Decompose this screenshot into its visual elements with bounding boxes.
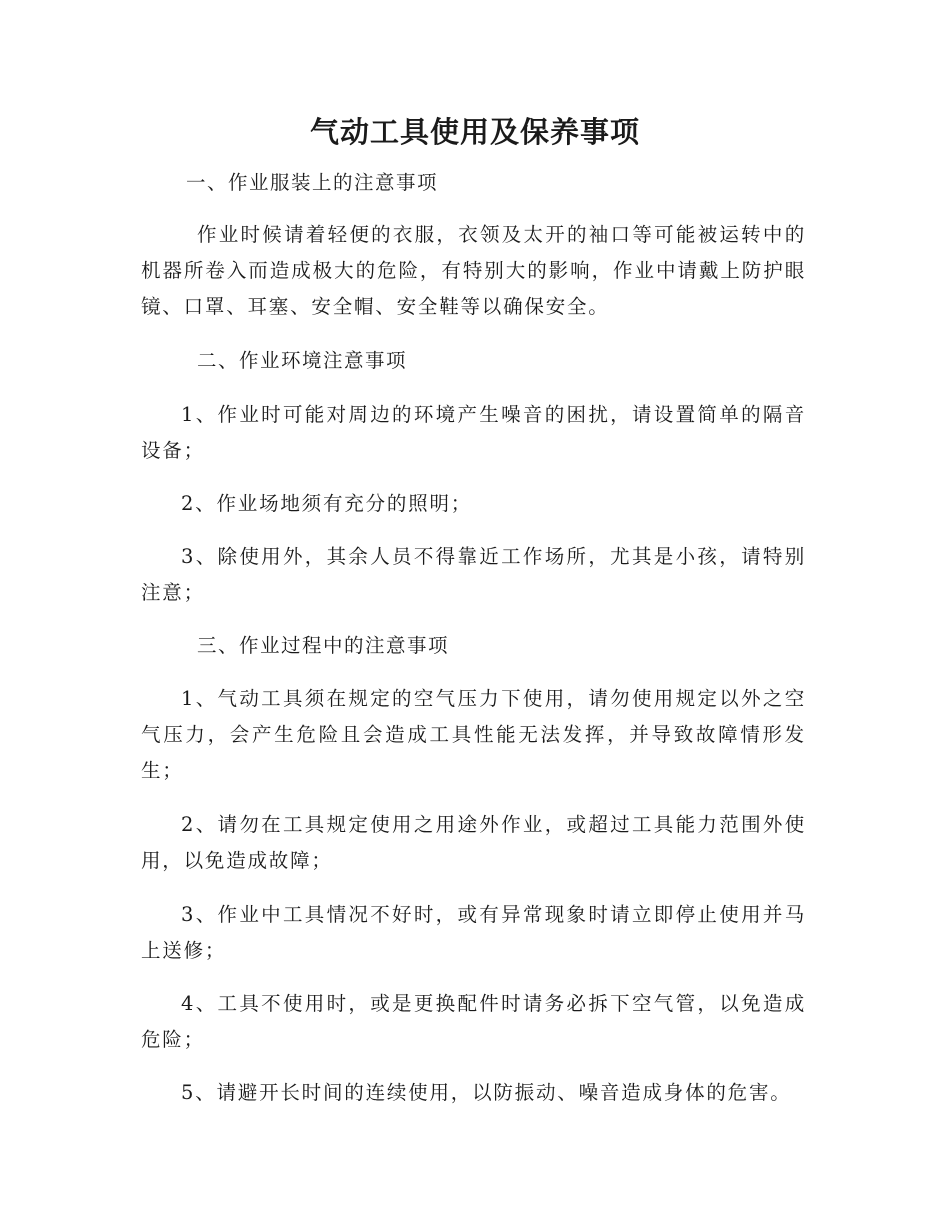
section3-item-4: 4、工具不使用时，或是更换配件时请务必拆下空气管，以免造成危险； <box>141 992 806 1051</box>
document-title: 气动工具使用及保养事项 <box>309 115 640 149</box>
section2-item-2: 2、作业场地须有充分的照明； <box>180 492 473 515</box>
section3-item-2: 2、请勿在工具规定使用之用途外作业，或超过工具能力范围外使用，以免造成故障； <box>141 813 806 872</box>
section2-item-1: 1、作业时可能对周边的环境产生噪音的困扰，请设置简单的隔音设备； <box>141 403 806 462</box>
section3-item-1: 1、气动工具须在规定的空气压力下使用，请勿使用规定以外之空气压力，会产生危险且会造成工具性能无法发挥，并导致故障情形发生； <box>141 687 806 782</box>
section1-heading: 一、作业服装上的注意事项 <box>186 171 439 194</box>
section3-item-5: 5、请避开长时间的连续使用，以防振动、噪音造成身体的危害。 <box>180 1081 792 1104</box>
section2-heading: 二、作业环境注意事项 <box>197 349 408 372</box>
section2-item-3: 3、除使用外，其余人员不得靠近工作场所，尤其是小孩，请特别注意； <box>141 545 806 604</box>
section1-paragraph: 作业时候请着轻便的衣服，衣领及太开的袖口等可能被运转中的机器所卷入而造成极大的危险，有特别大的影响，作业中请戴上防护眼镜、口罩、耳塞、安全帽、安全鞋等以确保安全。 <box>141 223 806 318</box>
section3-heading: 三、作业过程中的注意事项 <box>197 634 450 657</box>
section3-item-3: 3、作业中工具情况不好时，或有异常现象时请立即停止使用并马上送修； <box>141 903 806 962</box>
